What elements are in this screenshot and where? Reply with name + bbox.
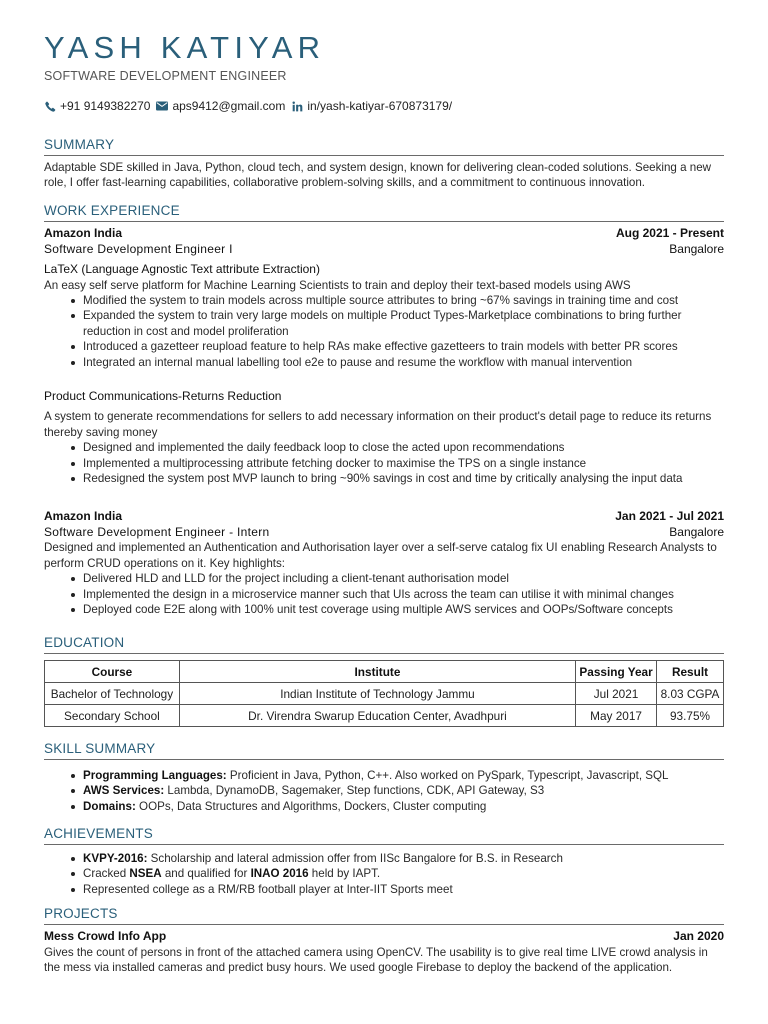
achievements-list [44,851,724,897]
job-company: Amazon India [44,226,123,240]
list-item [83,851,724,866]
job-header-row [44,226,724,242]
achievements-heading: ACHIEVEMENTS [44,825,724,845]
contact-bar [44,99,452,113]
skill-text: OOPs, Data Structures and Algorithms, Dockers, Cluster computing [135,799,487,813]
skill-label: Domains: [83,799,136,813]
linkedin-link[interactable]: in/yash-katiyar-670873179/ [307,99,453,113]
work-experience-section [44,202,724,618]
job-entry [44,226,724,486]
table-row [45,705,724,727]
skill-label: AWS Services: [83,784,165,798]
list-item: Implemented a multiprocessing attribute fetching docker to maximise the TPS on a single instance [83,456,724,471]
projects-section [44,905,724,975]
skill-text: Lambda, DynamoDB, Sagemaker, Step functions, CDK, API Gateway, S3 [164,784,545,798]
job-role-row [44,525,724,541]
job-location: Bangalore [669,524,724,539]
table-cell: 8.03 CGPA [657,683,724,705]
project-title: LaTeX (Language Agnostic Text attribute Extraction) [44,262,320,276]
table-cell: Indian Institute of Technology Jammu [179,683,575,705]
achievements-section [44,825,724,897]
education-section [44,634,724,727]
job-dates: Jan 2021 - Jul 2021 [615,509,724,524]
list-item: Expanded the system to train very large models on multiple Product Types-Marketplace combinations to bring further reduction in cost and model proliferation [83,308,724,339]
candidate-role: SOFTWARE DEVELOPMENT ENGINEER [44,69,287,83]
skill-text: Proficient in Java, Python, C++. Also worked on PySpark, Typescript, Javascript, SQL [226,769,669,782]
column-header: Passing Year [576,661,657,683]
project-description: An easy self serve platform for Machine Learning Scientists to train and deploy their text-based models using AWS [44,278,631,292]
projects-heading: PROJECTS [44,905,724,925]
column-header: Result [657,661,724,683]
skills-heading: SKILL SUMMARY [44,740,724,760]
job-entry [44,509,724,617]
table-cell: 93.75% [657,705,724,727]
job-bullets [44,571,724,617]
table-cell: Dr. Virendra Swarup Education Center, Avadhpuri [179,705,575,727]
project-name: Mess Crowd Info App [44,929,167,943]
achievement-bold: NSEA [129,867,162,881]
table-cell: Secondary School [45,705,180,727]
achievement-bold: INAO 2016 [250,867,309,881]
list-item: Introduced a gazetteer reupload feature to help RAs make effective gazetteers to train models with better PR scores [83,339,724,354]
education-table [44,660,724,727]
skills-list [44,768,724,814]
project-description: A system to generate recommendations for sellers to add necessary information on their product's detail page to reduce its returns thereby saving money [44,410,712,439]
email-link[interactable]: aps9412@gmail.com [172,99,286,113]
work-experience-heading: WORK EXPERIENCE [44,202,724,222]
skill-label: Programming Languages: [83,769,227,782]
job-role-row [44,242,724,258]
summary-text: Adaptable SDE skilled in Java, Python, cloud tech, and system design, known for delivering clean-coded solutions. Seeking a new role, I offer fast-learning capabilities, collaborative problem-solving skills, and a commitment to continuous innovation. [44,161,712,190]
phone-icon [44,100,56,112]
education-heading: EDUCATION [44,634,724,654]
project-header-row [44,929,724,945]
job-company: Amazon India [44,509,123,524]
job-role: Software Development Engineer - Intern [44,524,270,539]
job-description: Designed and implemented an Authentication and Authorisation layer over a self-serve catalog fix UI enabling Research Analysts to perform CRUD operations on it. Key highlights: [44,541,717,570]
job-role: Software Development Engineer I [44,241,233,256]
achievement-text: Cracked [83,867,130,881]
linkedin-icon [291,100,303,112]
project-bullets [44,440,724,486]
project-title: Product Communications-Returns Reduction [44,388,282,403]
column-header: Institute [179,661,575,683]
list-item: Deployed code E2E along with 100% unit test coverage using multiple AWS services and OOPs/Software concepts [83,602,724,617]
job-dates: Aug 2021 - Present [615,226,724,240]
phone-number[interactable]: +91 9149382270 [60,99,151,113]
table-cell: Bachelor of Technology [45,683,180,705]
project-date: Jan 2020 [673,929,724,943]
table-cell: May 2017 [576,705,657,727]
list-item: Implemented the design in a microservice manner such that UIs across the team can utilise it with minimal changes [83,587,724,602]
table-header-row [45,661,724,683]
list-item: Represented college as a RM/RB football player at Inter-IIT Sports meet [83,882,724,897]
column-header: Course [45,661,180,683]
job-header-row [44,509,724,525]
list-item: Delivered HLD and LLD for the project including a client-tenant authorisation model [83,571,724,586]
list-item [83,768,724,783]
project-description: Gives the count of persons in front of the attached camera using OpenCV. The usability is to give real time LIVE crowd analysis in the mess via installed cameras and predict busy hours. We used google Firebase to deploy the backend of the application. [44,945,708,974]
summary-section [44,136,724,191]
list-item [83,783,724,798]
table-row [45,683,724,705]
summary-heading: SUMMARY [44,136,724,156]
list-item: Modified the system to train models across multiple source attributes to bring ~67% savings in training time and cost [83,293,724,308]
achievement-label: KVPY-2016: [83,852,148,865]
achievement-text: Scholarship and lateral admission offer from IISc Bangalore for B.S. in Research [147,852,563,865]
list-item: Integrated an internal manual labelling tool e2e to pause and resume the workflow with manual intervention [83,355,724,370]
list-item: Redesigned the system post MVP launch to bring ~90% savings in cost and time by critically analysing the input data [83,471,724,486]
candidate-name: YASH KATIYAR [44,30,326,65]
table-cell: Jul 2021 [576,683,657,705]
envelope-icon [156,100,168,112]
skills-section [44,740,724,814]
list-item: Designed and implemented the daily feedback loop to close the acted upon recommendations [83,440,724,455]
project-bullets [44,293,724,370]
achievement-text: held by IAPT. [308,867,381,881]
list-item [83,866,724,881]
list-item [83,799,724,814]
achievement-text: and qualified for [161,867,251,881]
job-location: Bangalore [669,241,724,256]
